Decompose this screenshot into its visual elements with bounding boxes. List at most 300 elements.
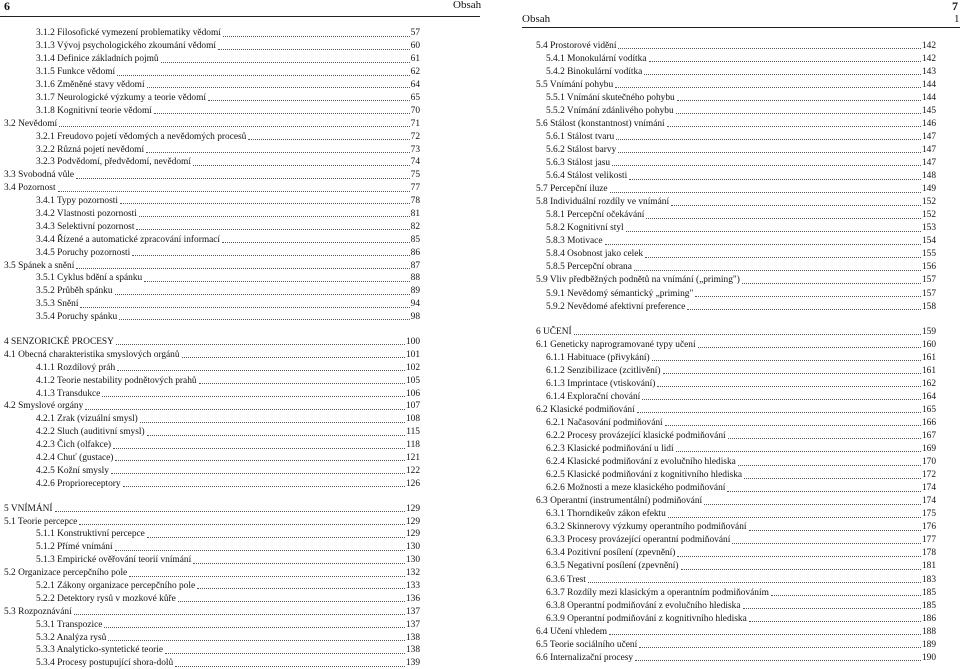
toc-entry-page: 154	[921, 236, 936, 247]
toc-entry-page: 136	[405, 593, 420, 604]
toc-entry	[536, 389, 936, 402]
toc-entry-title: 6.2.3 Klasické podmiňování u lidí	[546, 444, 674, 455]
toc-entry	[536, 208, 936, 221]
toc-entry-page: 98	[410, 312, 420, 323]
toc-dot-leader	[574, 334, 921, 335]
toc-entry-page: 156	[921, 262, 936, 273]
toc-entry-title: 5.1.3 Empirické ověřování teorií vnímání	[36, 555, 192, 566]
toc-entry	[0, 656, 420, 669]
toc-entry-title: 3.4.5 Poruchy pozornosti	[36, 247, 131, 258]
toc-entry-title: 5.8.4 Osobnost jako celek	[546, 249, 644, 260]
toc-entry-title: 3.2.2 Různá pojetí nevědomí	[36, 144, 145, 155]
toc-entry-title: 5.8.3 Motivace	[546, 236, 603, 247]
toc-entry-title: 6.6 Internalizační procesy	[536, 652, 634, 663]
toc-entry-page: 155	[921, 249, 936, 260]
toc-entry-title: 5.8.5 Percepční obrana	[546, 262, 632, 273]
toc-entry-title: 5.9.1 Nevědomý sémantický „priming"	[546, 288, 694, 299]
toc-entry-page: 160	[921, 339, 936, 350]
toc-entry-page: 185	[921, 587, 936, 598]
toc-entry-title: 5.9.2 Nevědomé afektivní preference	[546, 301, 686, 312]
toc-dot-leader	[111, 473, 405, 474]
toc-entry-page: 174	[921, 483, 936, 494]
toc-entry-title: 4.2.5 Kožní smysly	[36, 465, 109, 476]
toc-dot-leader	[108, 640, 405, 641]
toc-entry-title: 6.3.6 Trest	[546, 574, 586, 585]
toc-entry-title: 5.8.1 Percepční očekávání	[546, 210, 645, 221]
toc-entry-title: 5.3.3 Analyticko-syntetické teorie	[36, 645, 164, 656]
toc-entry	[536, 234, 936, 247]
toc-entry-title: 5.4.1 Monokulární vodítka	[546, 53, 647, 64]
toc-entry-page: 162	[921, 378, 936, 389]
right-header-rule	[522, 27, 960, 28]
toc-entry	[0, 39, 420, 52]
toc-entry-title: 6.3.2 Skinnerovy výzkumy operantního podmiňování	[546, 522, 747, 533]
toc-entry	[0, 630, 420, 643]
toc-dot-leader	[637, 412, 921, 413]
toc-dot-leader	[644, 74, 921, 75]
toc-entry-page: 188	[921, 626, 936, 637]
toc-entry-title: 5.9 Vliv předběžných podnětů na vnímání („priming")	[536, 275, 740, 286]
toc-entry-page: 130	[405, 542, 420, 553]
right-running-header-page: 1	[954, 13, 960, 25]
toc-dot-leader	[175, 666, 405, 667]
toc-entry	[536, 247, 936, 260]
toc-entry-page: 94	[410, 299, 420, 310]
toc-dot-leader	[115, 550, 405, 551]
toc-dot-leader	[676, 451, 921, 452]
toc-dot-leader	[743, 608, 921, 609]
toc-entry	[0, 116, 420, 129]
toc-entry	[536, 520, 936, 533]
toc-entry	[0, 194, 420, 207]
toc-entry-title: 3.1.7 Neurologické výzkumy a teorie vědomí	[36, 92, 207, 103]
toc-entry-page: 142	[921, 53, 936, 64]
toc-entry-page: 144	[921, 92, 936, 103]
toc-entry	[536, 337, 936, 350]
toc-entry	[0, 579, 420, 592]
right-page-number: 7	[952, 0, 958, 13]
toc-entry-page: 147	[921, 158, 936, 169]
toc-entry-page: 72	[410, 131, 420, 142]
toc-entry-page: 149	[921, 184, 936, 195]
toc-entry	[0, 373, 420, 386]
toc-entry-page: 142	[921, 40, 936, 51]
toc-entry-title: 5.2.1 Zákony organizace percepčního pole	[36, 581, 196, 591]
toc-entry-page: 174	[921, 496, 936, 507]
toc-dot-leader	[629, 179, 921, 180]
toc-dot-leader	[147, 537, 405, 538]
toc-entry-page: 146	[921, 118, 936, 129]
toc-entry-title: 3.5.4 Poruchy spánku	[36, 312, 118, 323]
left-toc-list	[0, 26, 420, 669]
toc-entry-title: 6.3.4 Pozitivní posílení (zpevnění)	[546, 548, 676, 559]
toc-entry	[0, 501, 420, 514]
toc-dot-leader	[144, 281, 409, 282]
toc-entry-title: 3.5.2 Průběh spánku	[36, 286, 113, 297]
toc-entry-page: 176	[921, 522, 936, 533]
toc-entry-title: 6 UČENÍ	[536, 326, 572, 337]
toc-entry-title: 3.5.1 Cyklus bdění a spánku	[36, 273, 143, 284]
toc-entry	[536, 533, 936, 546]
toc-entry	[536, 415, 936, 428]
toc-entry-page: 118	[406, 440, 420, 451]
toc-dot-leader	[223, 36, 410, 37]
toc-dot-leader	[222, 242, 410, 243]
toc-entry-page: 175	[921, 509, 936, 520]
toc-entry	[0, 514, 420, 527]
toc-entry-title: 5.2 Organizace percepčního pole	[4, 568, 128, 579]
toc-entry-title: 6.3.9 Operantní podmiňování z kognitivního hlediska	[546, 613, 747, 624]
toc-entry	[536, 195, 936, 208]
toc-entry	[0, 617, 420, 630]
toc-dot-leader	[639, 647, 921, 648]
toc-entry-page: 145	[921, 105, 936, 116]
toc-entry-title: 6.1.3 Imprintace (vtiskování)	[546, 378, 656, 389]
toc-entry-title: 4.2.1 Zrak (vizuální smysl)	[36, 414, 138, 425]
toc-dot-leader	[642, 399, 921, 400]
toc-entry-title: 6.2.6 Možnosti a meze klasického podmiňování	[546, 483, 726, 494]
toc-entry	[536, 454, 936, 467]
toc-entry-page: 100	[405, 336, 420, 347]
toc-entry-page: 166	[921, 417, 936, 428]
toc-entry-title: 4.2 Smyslové orgány	[4, 401, 84, 412]
toc-dot-leader	[612, 165, 921, 166]
toc-entry	[0, 142, 420, 155]
toc-entry-page: 126	[405, 478, 420, 489]
left-header-rule	[0, 16, 480, 17]
toc-entry-title: 5.5 Vnímání pohybu	[536, 79, 614, 90]
toc-dot-leader	[79, 524, 405, 525]
toc-entry	[536, 155, 936, 168]
toc-entry	[536, 182, 936, 195]
toc-entry-title: 3.1.5 Funkce vědomí	[36, 67, 116, 78]
toc-entry-title: 5.4 Prostorové vidění	[536, 40, 617, 51]
toc-dot-leader	[635, 660, 921, 661]
toc-dot-leader	[59, 126, 410, 127]
toc-entry-title: 6.4 Učení vhledem	[536, 626, 608, 637]
toc-dot-leader	[115, 460, 405, 461]
toc-dot-leader	[218, 49, 410, 50]
toc-entry	[0, 26, 420, 39]
toc-dot-leader	[58, 191, 410, 192]
toc-entry-page: 64	[410, 80, 420, 91]
toc-dot-leader	[588, 582, 921, 583]
toc-entry-page: 86	[410, 247, 420, 258]
toc-entry-page: 164	[921, 391, 936, 402]
toc-entry	[536, 260, 936, 273]
toc-dot-leader	[147, 435, 406, 436]
toc-entry-title: 3.4.3 Selektivní pozornost	[36, 221, 135, 232]
toc-entry	[536, 142, 936, 155]
toc-dot-leader	[626, 231, 921, 232]
toc-entry-page: 137	[405, 606, 420, 617]
toc-dot-leader	[165, 653, 405, 654]
right-page	[480, 0, 960, 665]
toc-entry-page: 102	[405, 362, 420, 373]
toc-entry	[536, 468, 936, 481]
toc-dot-leader	[102, 396, 405, 397]
toc-entry-title: 3.2.1 Freudovo pojetí vědomých a nevědomých procesů	[36, 131, 247, 142]
toc-entry-page: 147	[921, 131, 936, 142]
toc-entry-title: 3.1.2 Filosofické vymezení problematiky vědomí	[36, 28, 221, 39]
toc-entry-page: 178	[921, 548, 936, 559]
toc-dot-leader	[605, 244, 921, 245]
toc-entry-title: 5.3.4 Procesy postupující shora-dolů	[36, 658, 174, 669]
toc-dot-leader	[727, 491, 921, 492]
toc-entry	[536, 38, 936, 51]
toc-dot-leader	[76, 268, 409, 269]
toc-entry	[0, 425, 420, 438]
toc-entry-page: 129	[405, 503, 420, 514]
toc-dot-leader	[178, 601, 405, 602]
toc-entry-title: 6.5 Teorie sociálního učení	[536, 639, 638, 650]
toc-entry	[0, 412, 420, 425]
toc-entry-page: 65	[410, 92, 420, 103]
toc-entry-title: 5.8 Individuální rozdíly ve vnímání	[536, 197, 670, 208]
toc-entry-title: 5.4.2 Binokulární vodítka	[546, 66, 643, 77]
toc-entry-title: 4.2.3 Čich (olfakce)	[36, 440, 111, 451]
toc-entry-title: 3.1.4 Definice základních pojmů	[36, 54, 159, 65]
toc-entry	[536, 324, 936, 337]
toc-entry	[0, 155, 420, 168]
toc-dot-leader	[609, 634, 921, 635]
toc-entry-title: 6.2.5 Klasické podmiňování z kognitivního hlediska	[546, 470, 743, 481]
toc-entry-page: 89	[410, 286, 420, 297]
toc-entry-title: 6.3 Operantní (instrumentální) podmiňování	[536, 496, 703, 507]
toc-entry	[0, 566, 420, 579]
toc-entry	[0, 386, 420, 399]
toc-dot-leader	[113, 448, 405, 449]
toc-entry	[536, 598, 936, 611]
toc-entry	[0, 206, 420, 219]
toc-entry-title: 5.3 Rozpoznávání	[4, 606, 72, 617]
toc-entry-title: 5.5.1 Vnímání skutečného pohybu	[546, 92, 675, 103]
toc-dot-leader	[193, 563, 405, 564]
toc-entry-title: 6.2.2 Procesy provázející klasické podmiňování	[546, 431, 726, 441]
toc-entry-page: 106	[405, 388, 420, 399]
toc-dot-leader	[76, 178, 410, 179]
toc-entry-page: 153	[921, 223, 936, 234]
toc-entry	[0, 90, 420, 103]
toc-entry	[0, 399, 420, 412]
toc-entry-page: 189	[921, 639, 936, 650]
toc-entry-page: 132	[405, 568, 420, 579]
toc-entry	[0, 271, 420, 284]
toc-dot-leader	[704, 504, 921, 505]
toc-entry	[0, 219, 420, 232]
toc-entry-title: 4.2.2 Sluch (auditivní smysl)	[36, 427, 145, 438]
toc-entry-title: 5.6 Stálost (konstantnost) vnímání	[536, 118, 665, 129]
toc-entry	[536, 168, 936, 181]
right-toc-list	[536, 38, 936, 663]
toc-entry-page: 148	[921, 171, 936, 182]
toc-entry-page: 147	[921, 145, 936, 156]
toc-entry-page: 129	[405, 529, 420, 540]
toc-entry	[0, 438, 420, 451]
toc-entry	[536, 376, 936, 389]
toc-dot-leader	[749, 621, 921, 622]
toc-entry-title: 3.2 Nevědomí	[4, 118, 58, 129]
toc-entry-page: 108	[405, 414, 420, 425]
toc-entry-title: 3.1.8 Kognitivní teorie vědomí	[36, 105, 152, 116]
toc-dot-leader	[668, 517, 921, 518]
toc-entry-page: 70	[410, 105, 420, 116]
toc-entry-page: 87	[410, 260, 420, 271]
toc-entry-title: 6.3.5 Negativní posílení (zpevnění)	[546, 561, 679, 572]
toc-dot-leader	[139, 216, 410, 217]
left-running-header: Obsah	[453, 0, 482, 11]
toc-entry-title: 5.8.2 Kognitivní styl	[546, 223, 624, 234]
toc-entry-title: 3.2.3 Podvědomí, předvědomí, nevědomí	[36, 157, 191, 168]
toc-entry	[536, 299, 936, 312]
toc-entry	[536, 129, 936, 142]
toc-dot-leader	[695, 296, 921, 297]
toc-entry-title: 3.5.3 Snění	[36, 299, 79, 310]
toc-entry-title: 6.1.2 Senzibilizace (zcitlivění)	[546, 365, 661, 376]
toc-entry	[536, 363, 936, 376]
toc-entry-title: 3.4.2 Vlastnosti pozornosti	[36, 208, 137, 219]
toc-entry-title: 5.6.1 Stálost tvaru	[546, 131, 615, 142]
toc-entry-page: 122	[405, 465, 420, 476]
toc-dot-leader	[123, 486, 405, 487]
toc-entry	[536, 546, 936, 559]
toc-entry	[0, 284, 420, 297]
toc-dot-leader	[616, 139, 921, 140]
toc-entry	[0, 245, 420, 258]
toc-entry-page: 85	[410, 234, 420, 245]
toc-entry	[0, 181, 420, 194]
toc-dot-leader	[657, 386, 921, 387]
toc-entry-title: 6.2 Klasické podmiňování	[536, 404, 635, 415]
toc-entry	[536, 481, 936, 494]
toc-dot-leader	[677, 556, 921, 557]
toc-dot-leader	[615, 87, 921, 88]
toc-entry-title: 3.3 Svobodná vůle	[4, 170, 75, 181]
toc-entry	[536, 116, 936, 129]
toc-entry	[0, 451, 420, 464]
toc-entry-page: 82	[410, 221, 420, 232]
toc-entry-title: 5.5.2 Vnímání zdánlivého pohybu	[546, 105, 674, 116]
toc-entry	[0, 604, 420, 617]
toc-entry-page: 161	[921, 352, 936, 363]
toc-entry-title: 3.1.3 Vývoj psychologického zkoumání vědomí	[36, 41, 217, 52]
toc-dot-leader	[749, 530, 921, 531]
toc-dot-leader	[671, 205, 921, 206]
toc-entry-page: 61	[410, 54, 420, 65]
toc-entry-title: 5 VNÍMÁNÍ	[4, 503, 53, 514]
toc-dot-leader	[208, 100, 410, 101]
toc-dot-leader	[193, 165, 410, 166]
toc-entry-title: 6.1 Geneticky naprogramované typy učení	[536, 339, 696, 350]
toc-entry-page: 190	[921, 652, 936, 663]
toc-entry	[536, 559, 936, 572]
toc-entry	[536, 624, 936, 637]
toc-entry-page: 62	[410, 67, 420, 78]
toc-entry	[536, 286, 936, 299]
toc-dot-leader	[197, 588, 405, 589]
toc-dot-leader	[676, 113, 921, 114]
toc-entry	[0, 463, 420, 476]
toc-entry-page: 77	[410, 183, 420, 194]
toc-entry-page: 185	[921, 600, 936, 611]
toc-dot-leader	[147, 87, 410, 88]
toc-entry-page: 165	[921, 404, 936, 415]
toc-entry-title: 4.1 Obecná charakteristika smyslových orgánů	[4, 349, 180, 360]
toc-entry-page: 159	[921, 326, 936, 337]
toc-dot-leader	[140, 422, 405, 423]
toc-dot-leader	[665, 425, 921, 426]
toc-entry	[536, 428, 936, 441]
toc-entry-page: 158	[921, 301, 936, 312]
toc-dot-leader	[677, 100, 921, 101]
toc-entry-page: 129	[405, 516, 420, 527]
toc-dot-leader	[80, 307, 409, 308]
toc-entry-title: 6.2.4 Klasické podmiňování z evolučního hlediska	[546, 457, 736, 468]
toc-entry-page: 138	[405, 632, 420, 643]
toc-dot-leader	[742, 283, 921, 284]
toc-dot-leader	[55, 511, 405, 512]
toc-entry	[0, 360, 420, 373]
toc-entry-title: 3.4.4 Řízené a automatické zpracování informací	[36, 234, 221, 245]
toc-entry-page: 181	[921, 561, 936, 572]
toc-entry-page: 107	[405, 401, 420, 412]
toc-entry-title: 6.1.1 Habituace (přivykání)	[546, 352, 650, 363]
toc-entry	[0, 297, 420, 310]
toc-entry	[536, 637, 936, 650]
toc-dot-leader	[744, 478, 921, 479]
toc-entry-page: 138	[405, 645, 420, 656]
toc-entry-title: 3.4.1 Typy pozornosti	[36, 196, 118, 207]
toc-entry-title: 5.7 Percepční iluze	[536, 184, 608, 195]
toc-entry-page: 130	[405, 555, 420, 566]
toc-entry-title: 6.3.1 Thorndikeův zákon efektu	[546, 509, 666, 520]
toc-entry-page: 115	[406, 427, 420, 438]
toc-entry-page: 170	[921, 457, 936, 468]
toc-entry-page: 183	[921, 574, 936, 585]
toc-entry	[0, 232, 420, 245]
toc-dot-leader	[116, 344, 405, 345]
toc-entry	[536, 572, 936, 585]
toc-dot-leader	[646, 218, 921, 219]
toc-entry-page: 143	[921, 66, 936, 77]
toc-entry-page: 133	[405, 581, 420, 591]
toc-entry	[536, 585, 936, 598]
toc-dot-leader	[136, 229, 409, 230]
toc-entry-title: 3.4 Pozornost	[4, 183, 56, 194]
toc-entry-page: 161	[921, 365, 936, 376]
toc-dot-leader	[146, 152, 410, 153]
toc-entry	[0, 591, 420, 604]
toc-entry-page: 177	[921, 535, 936, 546]
toc-entry	[536, 103, 936, 116]
toc-entry-title: 5.2.2 Detektory rysů v mozkové kůře	[36, 593, 176, 604]
toc-dot-leader	[119, 319, 409, 320]
toc-entry-title: 6.3.3 Procesy provázející operantní podmiňování	[546, 535, 731, 546]
toc-entry-title: 3.1.6 Změněné stavy vědomí	[36, 80, 145, 91]
toc-entry-title: 5.3.1 Transpozice	[36, 619, 103, 630]
toc-entry	[536, 611, 936, 624]
toc-entry	[0, 540, 420, 553]
toc-entry-title: 4.2.4 Chuť (gustace)	[36, 452, 114, 463]
toc-dot-leader	[610, 192, 921, 193]
toc-entry-page: 167	[921, 431, 936, 441]
toc-entry	[0, 258, 420, 271]
toc-dot-leader	[85, 409, 405, 410]
toc-dot-leader	[738, 465, 921, 466]
toc-entry-title: 4.1.1 Rozdílový práh	[36, 362, 116, 373]
toc-dot-leader	[199, 383, 405, 384]
toc-entry	[0, 129, 420, 142]
